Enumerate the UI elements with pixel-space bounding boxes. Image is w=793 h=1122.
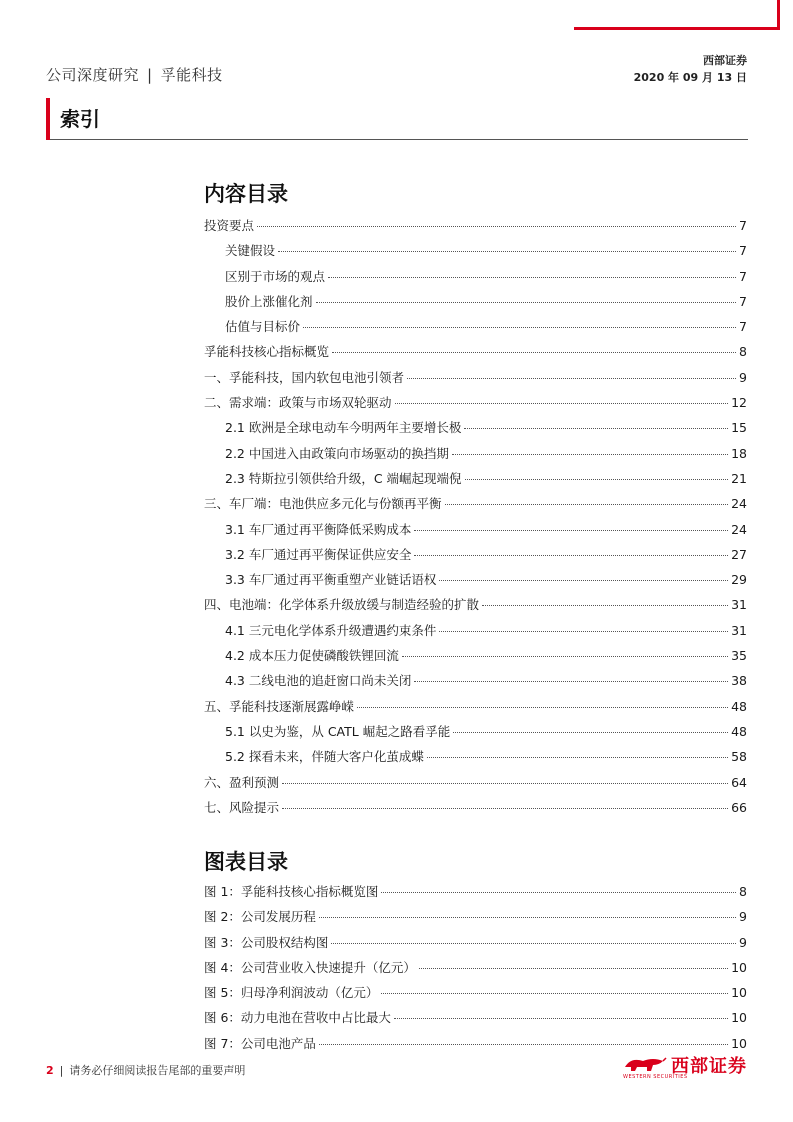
entry-label: 估值与目标价 <box>225 319 301 335</box>
entry-label: 2.3 特斯拉引领供给升级，C 端崛起现端倪 <box>225 470 462 486</box>
dot-leader <box>452 454 728 455</box>
toc-title: 内容目录 <box>204 182 288 206</box>
toc-entry[interactable] <box>204 798 747 823</box>
entry-page: 10 <box>731 985 747 1001</box>
entry-label: 图 2：公司发展历程 <box>204 909 316 925</box>
entry-label: 关键假设 <box>225 243 276 259</box>
dot-leader <box>414 555 728 556</box>
entry-label: 七、风险提示 <box>204 799 280 815</box>
entry-page: 31 <box>731 622 747 638</box>
entry-page: 10 <box>731 1035 747 1051</box>
entry-page: 24 <box>731 521 747 537</box>
entry-label: 3.3 车厂通过再平衡重塑产业链话语权 <box>225 572 437 588</box>
broker-logo <box>623 1052 747 1078</box>
toc-entry[interactable] <box>204 907 747 932</box>
toc-list <box>204 216 747 823</box>
dot-leader <box>407 378 736 379</box>
entry-label: 一、孚能科技，国内软包电池引领者 <box>204 369 405 385</box>
page-number: 2 <box>46 1064 54 1077</box>
entry-page: 8 <box>739 884 747 899</box>
broker-name: 西部证券 <box>703 54 747 67</box>
toc-entry[interactable] <box>204 545 747 570</box>
header-right <box>634 52 747 86</box>
toc-entry[interactable] <box>204 958 747 983</box>
entry-page: 29 <box>731 572 747 588</box>
entry-label: 2.2 中国进入由政策向市场驱动的换挡期 <box>225 445 449 461</box>
toc-entry[interactable] <box>204 697 747 722</box>
report-date: 2020 年 09 月 13 日 <box>633 71 747 84</box>
dot-leader <box>282 808 728 809</box>
dot-leader <box>414 681 728 682</box>
entry-label: 二、需求端：政策与市场双轮驱动 <box>204 395 392 411</box>
section-accent-bar <box>46 98 50 140</box>
dot-leader <box>482 605 728 606</box>
entry-label: 四、电池端：化学体系升级放缓与制造经验的扩散 <box>204 597 480 613</box>
entry-page: 21 <box>731 470 747 486</box>
section-rule <box>50 139 748 140</box>
toc-entry[interactable] <box>204 646 747 671</box>
dot-leader <box>439 580 728 581</box>
dot-leader <box>394 1018 728 1019</box>
entry-label: 图 6：动力电池在营收中占比最大 <box>204 1010 391 1026</box>
bull-icon <box>623 1055 667 1075</box>
figures-title: 图表目录 <box>204 850 288 874</box>
entry-page: 7 <box>739 268 747 284</box>
entry-label: 4.2 成本压力促使磷酸铁锂回流 <box>225 648 399 664</box>
toc-entry[interactable] <box>204 595 747 620</box>
entry-page: 38 <box>731 673 747 689</box>
section-title: 索引 <box>60 107 100 131</box>
dot-leader <box>357 707 728 708</box>
dot-leader <box>381 993 728 994</box>
footer-separator: | <box>59 1064 64 1077</box>
logo-text-en: WESTERN SECURITIES <box>623 1074 688 1080</box>
entry-label: 孚能科技核心指标概览 <box>204 344 330 360</box>
dot-leader <box>427 757 728 758</box>
dot-leader <box>402 656 728 657</box>
dot-leader <box>316 302 737 303</box>
entry-page: 8 <box>739 344 747 360</box>
dot-leader <box>419 968 728 969</box>
entry-label: 投资要点 <box>204 218 255 233</box>
entry-label: 图 1：孚能科技核心指标概览图 <box>204 884 379 899</box>
entry-page: 31 <box>731 597 747 613</box>
dot-leader <box>414 530 728 531</box>
toc-entry[interactable] <box>204 267 747 292</box>
entry-page: 58 <box>731 749 747 765</box>
toc-entry[interactable] <box>204 671 747 696</box>
entry-page: 7 <box>739 319 747 335</box>
report-type: 公司深度研究 <box>46 66 140 84</box>
entry-label: 图 5：归母净利润波动（亿元） <box>204 985 379 1001</box>
entry-label: 图 7：公司电池产品 <box>204 1035 316 1051</box>
toc-entry[interactable] <box>204 773 747 798</box>
entry-label: 三、车厂端：电池供应多元化与份额再平衡 <box>204 496 442 512</box>
toc-entry[interactable] <box>204 317 747 342</box>
toc-entry[interactable] <box>204 1008 747 1033</box>
entry-label: 3.2 车厂通过再平衡保证供应安全 <box>225 546 412 562</box>
entry-page: 10 <box>731 1010 747 1026</box>
entry-page: 48 <box>731 723 747 739</box>
company-name: 孚能科技 <box>160 66 223 84</box>
header-left <box>46 64 223 85</box>
dot-leader <box>282 783 728 784</box>
toc-entry[interactable] <box>204 393 747 418</box>
toc-entry[interactable] <box>204 444 747 469</box>
dot-leader <box>445 504 729 505</box>
entry-label: 图 3：公司股权结构图 <box>204 934 329 950</box>
entry-page: 12 <box>731 395 747 411</box>
section-header <box>46 98 748 140</box>
entry-page: 24 <box>731 496 747 512</box>
footer-disclaimer: 请务必仔细阅读报告尾部的重要声明 <box>69 1064 246 1077</box>
toc-entry[interactable] <box>204 520 747 545</box>
dot-leader <box>453 732 728 733</box>
entry-page: 64 <box>731 774 747 790</box>
entry-page: 48 <box>731 698 747 714</box>
footer <box>46 1062 245 1078</box>
corner-frame <box>574 0 780 30</box>
entry-page: 9 <box>739 369 747 385</box>
toc-entry[interactable] <box>204 469 747 494</box>
dot-leader <box>465 479 729 480</box>
logo-text-cn: 西部证券 <box>671 1056 747 1077</box>
toc-entry[interactable] <box>204 882 747 907</box>
entry-label: 六、盈利预测 <box>204 774 280 790</box>
dot-leader <box>331 943 736 944</box>
entry-label: 图 4：公司营业收入快速提升（亿元） <box>204 959 416 975</box>
figures-list <box>204 882 747 1059</box>
entry-page: 9 <box>739 909 747 925</box>
entry-page: 7 <box>739 293 747 309</box>
entry-label: 5.2 探看未来，伴随大客户化茧成蝶 <box>225 749 424 765</box>
dot-leader <box>319 1044 728 1045</box>
entry-label: 2.1 欧洲是全球电动车今明两年主要增长极 <box>225 420 462 436</box>
toc-entry[interactable] <box>204 983 747 1008</box>
toc-entry[interactable] <box>204 241 747 266</box>
entry-label: 4.3 二线电池的追赶窗口尚未关闭 <box>225 673 412 689</box>
entry-label: 股价上涨催化剂 <box>225 293 313 309</box>
toc-entry[interactable] <box>204 368 747 393</box>
entry-page: 9 <box>739 934 747 950</box>
entry-label: 5.1 以史为鉴，从 CATL 崛起之路看孚能 <box>225 723 451 739</box>
entry-page: 35 <box>731 648 747 664</box>
dot-leader <box>257 226 736 227</box>
entry-label: 3.1 车厂通过再平衡降低采购成本 <box>225 521 412 537</box>
entry-label: 区别于市场的观点 <box>225 268 326 284</box>
toc-entry[interactable] <box>204 216 747 241</box>
toc-entry[interactable] <box>204 292 747 317</box>
toc-entry[interactable] <box>204 342 747 367</box>
entry-page: 7 <box>739 218 747 233</box>
dot-leader <box>328 277 736 278</box>
entry-page: 10 <box>731 959 747 975</box>
dot-leader <box>439 631 728 632</box>
dot-leader <box>332 352 736 353</box>
entry-page: 7 <box>739 243 747 259</box>
toc-entry[interactable] <box>204 722 747 747</box>
toc-entry[interactable] <box>204 494 747 519</box>
toc-entry[interactable] <box>204 570 747 595</box>
toc-entry[interactable] <box>204 933 747 958</box>
dot-leader <box>381 892 736 893</box>
dot-leader <box>303 327 736 328</box>
entry-label: 五、孚能科技逐渐展露峥嵘 <box>204 698 355 714</box>
entry-page: 27 <box>731 546 747 562</box>
dot-leader <box>395 403 729 404</box>
toc-entry[interactable] <box>204 747 747 772</box>
toc-entry[interactable] <box>204 621 747 646</box>
entry-label: 4.1 三元电化学体系升级遭遇约束条件 <box>225 622 437 638</box>
toc-entry[interactable] <box>204 418 747 443</box>
dot-leader <box>464 428 728 429</box>
entry-page: 66 <box>731 799 747 815</box>
entry-page: 18 <box>731 445 747 461</box>
dot-leader <box>278 251 736 252</box>
entry-page: 15 <box>731 420 747 436</box>
header-separator: | <box>147 66 153 84</box>
dot-leader <box>319 917 736 918</box>
